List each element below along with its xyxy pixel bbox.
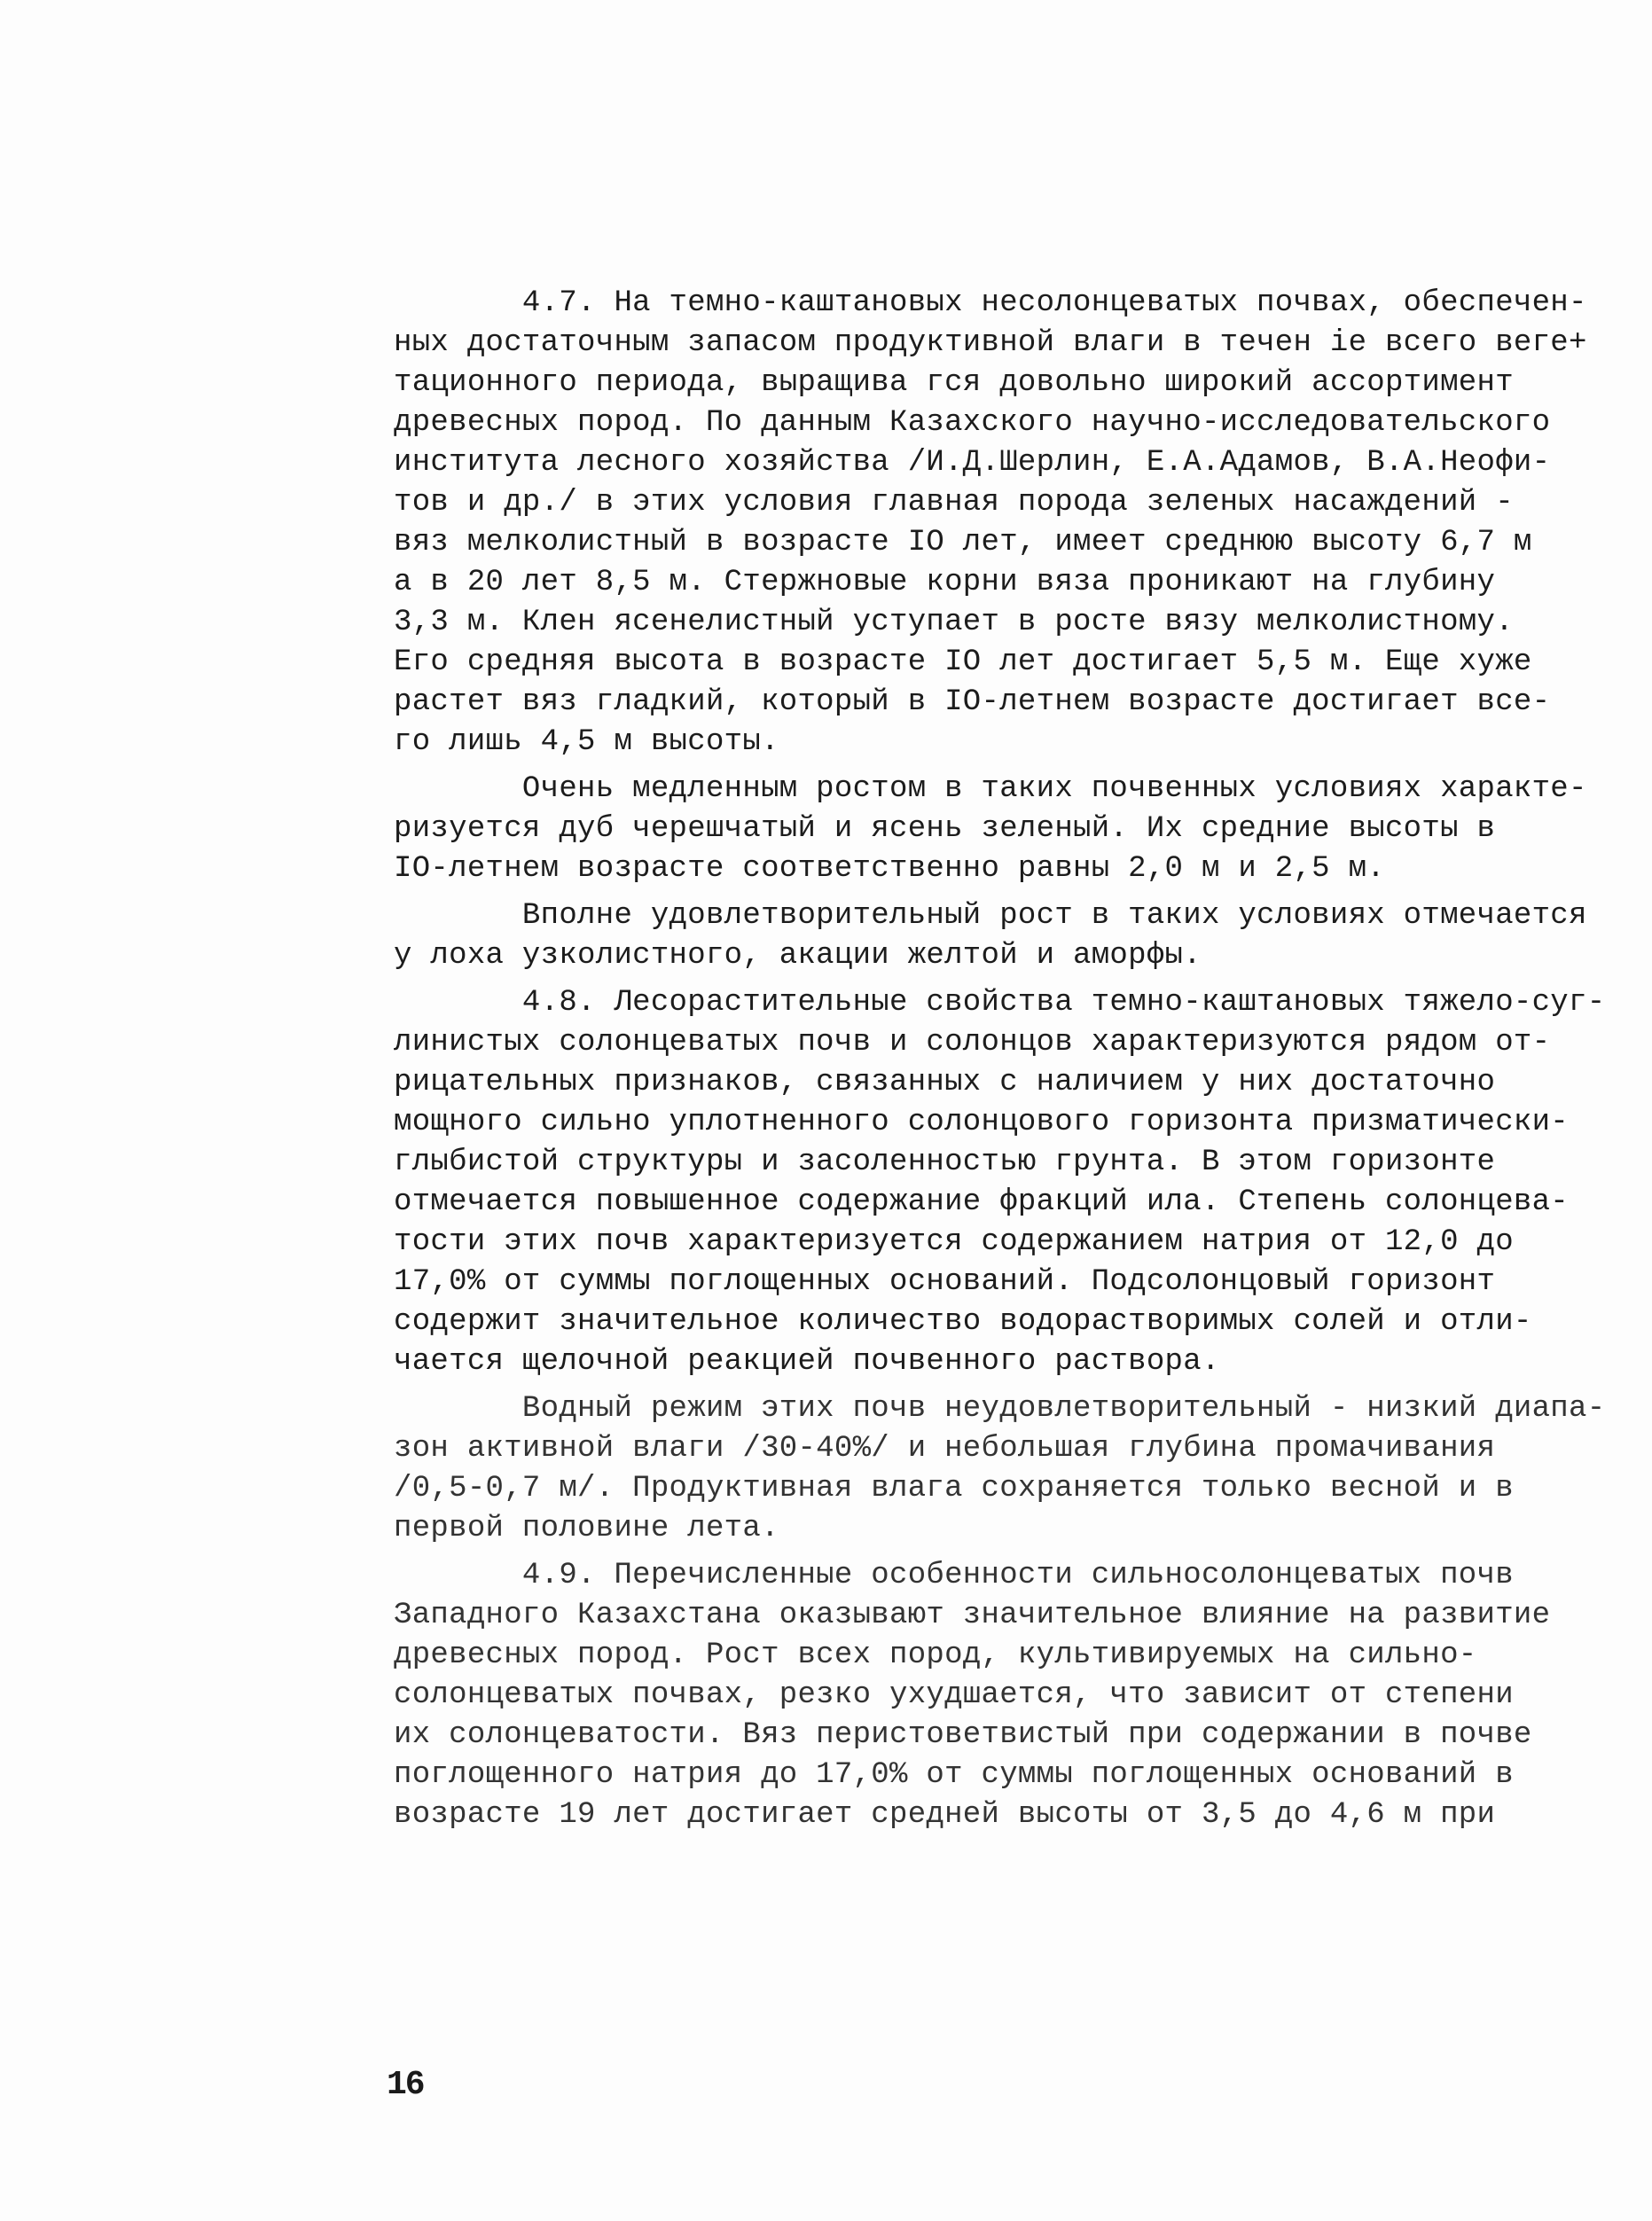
text-line: зон активной влаги /30-40%/ и небольшая глубина промачивания <box>394 1432 1496 1466</box>
text-line: 4.7. На темно-каштановых несолонцеватых почвах, обеспечен- <box>394 286 1587 320</box>
text-line: первой половине лета. <box>394 1512 779 1545</box>
text-line: 4.9. Перечисленные особенности сильносолонцеватых почв <box>394 1559 1514 1592</box>
text-line: у лоха узколистного, акации желтой и аморфы. <box>394 939 1202 973</box>
text-line: их солонцеватости. Вяз перистоветвистый при содержании в почве <box>394 1718 1532 1752</box>
text-line: вяз мелколистный в возрасте IO лет, имеет среднюю высоту 6,7 м <box>394 526 1532 559</box>
page-number: 16 <box>387 2066 424 2104</box>
text-line: ризуется дуб черешчатый и ясень зеленый. Их средние высоты в <box>394 812 1496 846</box>
paragraph-gap <box>394 1549 1538 1556</box>
text-line: ных достаточным запасом продуктивной влаги в течен ie всего веге+ <box>394 326 1587 360</box>
text-line: 3,3 м. Клен ясенелистный уступает в росте вязу мелколистному. <box>394 606 1514 639</box>
paragraph-gap <box>394 889 1538 896</box>
text-line: солонцеватых почвах, резко ухудшается, что зависит от степени <box>394 1678 1514 1712</box>
paragraph-gap <box>394 976 1538 983</box>
paragraph-gap <box>394 1382 1538 1389</box>
text-line: Очень медленным ростом в таких почвенных условиях характе- <box>394 772 1587 806</box>
text-line: древесных пород. Рост всех пород, культивируемых на сильно- <box>394 1638 1477 1672</box>
text-line: поглощенного натрия до 17,0% от суммы поглощенных оснований в <box>394 1758 1514 1792</box>
text-line: отмечается повышенное содержание фракций ила. Степень солонцева- <box>394 1185 1570 1219</box>
text-line: 17,0% от суммы поглощенных оснований. Подсолонцовый горизонт <box>394 1265 1496 1299</box>
text-line: Вполне удовлетворительный рост в таких условиях отмечается <box>394 899 1587 933</box>
text-line: тости этих почв характеризуется содержанием натрия от 12,0 до <box>394 1225 1514 1259</box>
text-line: линистых солонцеватых почв и солонцов характеризуются рядом от- <box>394 1026 1551 1060</box>
text-line: тов и др./ в этих условия главная порода зеленых насаждений - <box>394 486 1514 520</box>
text-line: а в 20 лет 8,5 м. Стержновые корни вяза проникают на глубину <box>394 566 1496 599</box>
text-line: Водный режим этих почв неудовлетворительный - низкий диапа- <box>394 1392 1606 1426</box>
paragraph-gap <box>394 762 1538 770</box>
text-line: института лесного хозяйства /И.Д.Шерлин, Е.А.Адамов, В.А.Неофи- <box>394 446 1551 480</box>
text-line: чается щелочной реакцией почвенного раствора. <box>394 1345 1220 1379</box>
document-body <box>394 284 1606 1835</box>
text-line: IO-летнем возрасте соответственно равны 2,0 м и 2,5 м. <box>394 852 1385 886</box>
text-line: древесных пород. По данным Казахского научно-исследовательского <box>394 406 1551 440</box>
text-line: Западного Казахстана оказывают значительное влияние на развитие <box>394 1599 1551 1632</box>
text-line: рицательных признаков, связанных с наличием у них достаточно <box>394 1066 1496 1099</box>
text-line: содержит значительное количество водорастворимых солей и отли- <box>394 1305 1532 1339</box>
text-line: мощного сильно уплотненного солонцового горизонта призматически- <box>394 1106 1570 1139</box>
text-line: /0,5-0,7 м/. Продуктивная влага сохраняется только весной и в <box>394 1472 1514 1505</box>
text-line: Его средняя высота в возрасте IO лет достигает 5,5 м. Еще хуже <box>394 645 1532 679</box>
text-line: 4.8. Лесорастительные свойства темно-каштановых тяжело-суг- <box>394 986 1606 1020</box>
text-line: тационного периода, выращива гся довольно широкий ассортимент <box>394 366 1514 400</box>
text-line: го лишь 4,5 м высоты. <box>394 725 779 759</box>
text-line: растет вяз гладкий, который в IO-летнем возрасте достигает все- <box>394 685 1551 719</box>
text-line: возрасте 19 лет достигает средней высоты от 3,5 до 4,6 м при <box>394 1798 1496 1832</box>
text-line: глыбистой структуры и засоленностью грунта. В этом горизонте <box>394 1146 1496 1179</box>
